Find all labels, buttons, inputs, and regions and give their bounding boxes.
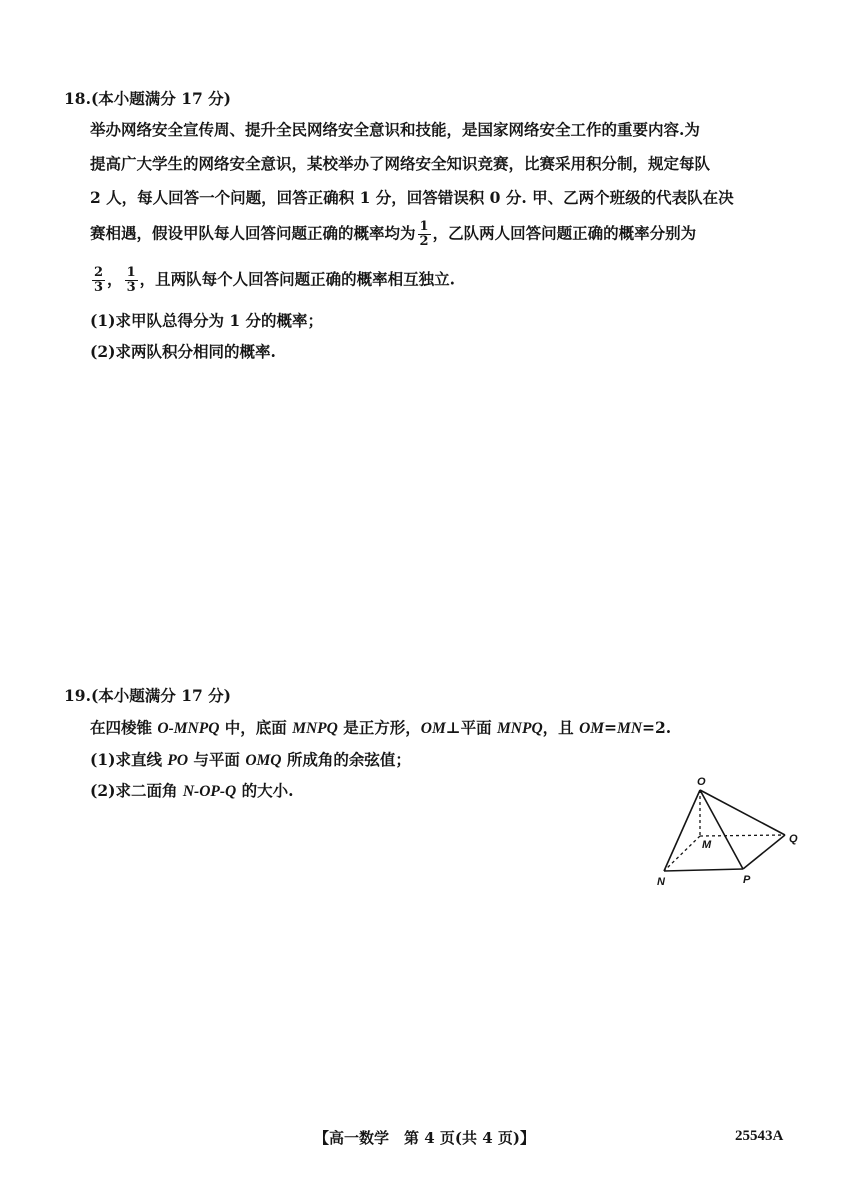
q18-line-5: $\frac{2}{3}$ ， $\frac{1}{3}$ ，且两队每个人回答问题正确的概率相互独立.	[94, 265, 456, 295]
edge-NP	[664, 869, 743, 871]
edge-MQ	[700, 835, 785, 836]
q19-statement: 在四棱锥 O-MNPQ 中，底面 MNPQ 是正方形，OM⊥平面 MNPQ，且 OM=MN=2.	[90, 718, 672, 737]
q18-subquestion-1: (1)求甲队总得分为 1 分的概率；	[90, 311, 324, 330]
vertex-label-m: M	[702, 839, 712, 851]
fraction-two-thirds: $\frac{2}{3}$	[94, 265, 104, 295]
q18-line-2: 提高广大学生的网络安全意识，某校举办了网络安全知识竞赛，比赛采用积分制，规定每队	[90, 154, 711, 173]
q18-line-1: 举办网络安全宣传周、提升全民网络安全意识和技能，是国家网络安全工作的重要内容.为	[90, 120, 700, 139]
q18-subquestion-2: (2)求两队积分相同的概率.	[90, 342, 276, 361]
vertex-label-o: O	[697, 776, 706, 788]
q19-subquestion-2: (2)求二面角 N-OP-Q 的大小.	[90, 781, 294, 800]
q18-line-4-before: 赛相遇，假设甲队每人回答问题正确的概率均为	[90, 223, 416, 243]
fraction-one-third: $\frac{1}{3}$	[126, 265, 136, 295]
vertex-label-p: P	[743, 874, 751, 886]
edge-ON	[664, 790, 700, 871]
pyramid-figure	[640, 770, 820, 895]
q18-line-4	[90, 220, 696, 249]
q19-subquestion-1: (1)求直线 PO 与平面 OMQ 所成角的余弦值；	[90, 750, 411, 769]
page-footer: 【高一数学 第 4 页(共 4 页)】	[314, 1129, 535, 1147]
edge-PQ	[743, 835, 785, 869]
pyramid-solid-edges	[664, 790, 785, 871]
q18-line-5-after: ，且两队每个人回答问题正确的概率相互独立.	[139, 269, 456, 289]
vertex-label-n: N	[657, 876, 665, 888]
q18-line-4-after: ，乙队两人回答问题正确的概率分别为	[432, 223, 697, 243]
exam-code: 25543A	[735, 1128, 784, 1144]
vertex-label-q: Q	[789, 833, 798, 845]
q18-line-3: 2 人，每人回答一个问题，回答正确积 1 分，回答错误积 0 分. 甲、乙两个班级的代表队在决	[90, 188, 734, 207]
fraction-one-half: $\frac{1}{2}$	[419, 219, 429, 249]
edge-MN	[664, 836, 700, 871]
q18-header: 18.(本小题满分 17 分)	[64, 89, 231, 108]
q19-header: 19.(本小题满分 17 分)	[64, 686, 231, 705]
